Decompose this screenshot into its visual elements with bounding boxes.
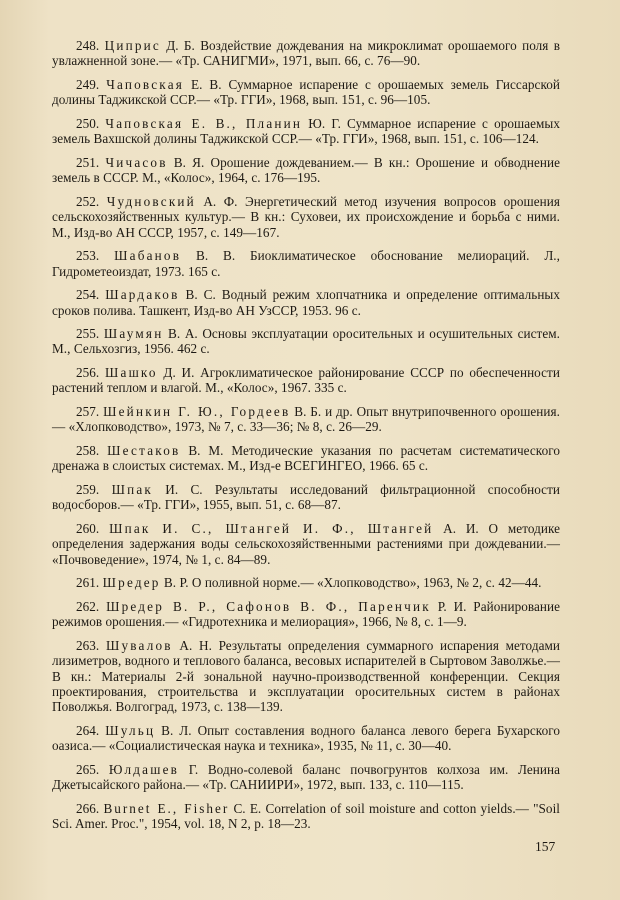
reference-entry	[52, 521, 560, 567]
reference-number: 250.	[76, 115, 100, 131]
reference-number: 261.	[76, 575, 100, 591]
reference-list	[52, 38, 560, 840]
reference-number: 258.	[76, 443, 100, 459]
reference-text: И. С. Результаты исследований фильтрационной способности водосборов.— «Тр. ГГИ», 1955, вып. 51, с. 68—87.	[52, 482, 560, 513]
reference-entry	[52, 482, 560, 513]
reference-author: Чичасов	[105, 154, 168, 170]
reference-author: Шардаков	[105, 287, 180, 303]
reference-entry	[52, 326, 560, 357]
reference-author: Шредер В. Р., Сафонов В. Ф., Паренчик	[106, 599, 431, 615]
reference-text: В. Р. О поливной норме.— «Хлопководство», 1963, № 2, с. 42—44.	[160, 575, 542, 591]
reference-entry	[52, 77, 560, 108]
page-number: 157	[535, 839, 556, 854]
reference-entry	[52, 365, 560, 396]
reference-number: 249.	[76, 76, 100, 92]
reference-number: 263.	[76, 638, 100, 654]
reference-number: 254.	[76, 287, 100, 303]
reference-number: 255.	[76, 326, 100, 342]
reference-text: В. А. Основы эксплуатации оросительных и осушительных систем. М., Сельхозгиз, 1956. 462 с.	[52, 326, 560, 357]
reference-number: 259.	[76, 482, 100, 498]
reference-entry	[52, 723, 560, 754]
reference-author: Шашко	[105, 365, 158, 381]
reference-entry	[52, 575, 560, 590]
reference-entry	[52, 599, 560, 630]
reference-number: 251.	[76, 154, 100, 170]
reference-author: Юлдашев	[108, 761, 180, 777]
reference-number: 257.	[76, 404, 100, 420]
reference-author: Шпак И. С., Штангей И. Ф., Штангей	[109, 521, 434, 537]
reference-author: Шаумян	[103, 326, 164, 342]
reference-text: Е. В. Суммарное испарение с орошаемых земель Гиссарской долины Таджикской ССР.— «Тр. ГГИ», 1968, вып. 151, с. 96—105.	[52, 76, 560, 108]
reference-text: А. И. О методике определения задержания воды сельскохозяйственными растениями при дождевании.— «Почвоведение», 1974, № 1, с. 84—89.	[52, 521, 560, 567]
reference-author: Шульц	[105, 722, 156, 738]
reference-author: Шувалов	[105, 638, 173, 654]
reference-number: 266.	[76, 800, 100, 816]
reference-entry	[52, 762, 560, 793]
reference-author: Шпак	[111, 482, 153, 498]
reference-author: Burnet E., Fisher	[103, 800, 230, 816]
reference-author: Чудновский	[106, 193, 196, 209]
reference-author: Циприс	[104, 38, 161, 53]
reference-text: Д. Б. Воздействие дождевания на микроклимат орошаемого поля в увлажненной зоне.— «Тр. САНИГМИ», 1971, вып. 66, с. 76—90.	[52, 38, 560, 69]
reference-number: 264.	[76, 722, 100, 738]
reference-text: C. E. Correlation of soil moisture and cotton yields.— "Soil Sci. Amer. Proc.", 1954, vol. 18, N 2, p. 18—23.	[52, 800, 560, 832]
reference-text: В. Б. и др. Опыт внутрипочвенного орошения.— «Хлопководство», 1973, № 7, с. 33—36; № 8, с. 26—29.	[52, 404, 560, 435]
reference-text: Р. И. Районирование режимов орошения.— «Гидротехника и мелиорация», 1966, № 8, с. 1—9.	[52, 599, 560, 630]
reference-entry	[52, 194, 560, 240]
reference-number: 252.	[76, 193, 100, 209]
reference-entry	[52, 248, 560, 279]
reference-number: 248.	[76, 38, 100, 53]
reference-text: Д. И. Агроклиматическое районирование СССР по обеспеченности растений теплом и влагой. М., «Колос», 1967. 335 с.	[52, 365, 560, 396]
reference-entry	[52, 443, 560, 474]
reference-entry	[52, 404, 560, 435]
reference-entry	[52, 38, 560, 69]
reference-text: А. Ф. Энергетический метод изучения вопросов орошения сельскохозяйственных культур.— В кн.: Суховеи, их происхождение и борьба с ними. М., Изд-во АН СССР, 1957, с. 149—167.	[52, 193, 560, 240]
reference-author: Чаповская Е. В., Планин	[105, 115, 303, 131]
reference-entry	[52, 287, 560, 318]
reference-entry	[52, 801, 560, 832]
reference-author: Шейнкин Г. Ю., Гордеев	[103, 404, 291, 420]
reference-text: В. В. Биоклиматическое обоснование мелиораций. Л., Гидрометеоиздат, 1973. 165 с.	[52, 248, 561, 279]
reference-text: Ю. Г. Суммарное испарение с орошаемых земель Вахшской долины Таджикской ССР.— «Тр. ГГИ», 1968, вып. 151, с. 106—124.	[52, 115, 560, 147]
reference-number: 262.	[76, 599, 100, 615]
reference-number: 260.	[76, 521, 100, 537]
reference-entry	[52, 638, 560, 714]
reference-text: В. Я. Орошение дождеванием.— В кн.: Орошение и обводнение земель в СССР. М., «Колос», 1964, с. 176—195.	[52, 154, 560, 186]
reference-text: Г. Водно-солевой баланс почвогрунтов колхоза им. Ленина Джетысайского района.— «Тр. САНИИРИ», 1972, вып. 133, с. 110—115.	[52, 761, 560, 793]
reference-text: В. М. Методические указания по расчетам систематического дренажа в слоистых системах. М., Изд-е ВСЕГИНГЕО, 1966. 65 с.	[52, 443, 560, 474]
reference-author: Шестаков	[107, 443, 181, 459]
reference-author: Шабанов	[114, 248, 182, 264]
reference-text: А. Н. Результаты определения суммарного испарения методами лизиметров, водного и теплового баланса, весовых испарителей в Сыртовом Заволжье.— В кн.: Материалы 2-й зональной научно-производственной конференции. Секция проектирования, строительства и эксплуатации оросительных систем в районах Поволжья. Волгоград, 1973, с. 138—139.	[52, 638, 560, 715]
reference-text: В. Л. Опыт составления водного баланса левого берега Бухарского оазиса.— «Социалистическая наука и техника», 1935, № 11, с. 30—40.	[52, 722, 560, 754]
reference-entry	[52, 155, 560, 186]
reference-number: 265.	[76, 761, 100, 777]
reference-number: 256.	[76, 365, 100, 381]
reference-author: Шредер	[102, 575, 161, 591]
reference-text: В. С. Водный режим хлопчатника и определение оптимальных сроков полива. Ташкент, Изд-во АН УзССР, 1953. 96 с.	[52, 287, 560, 318]
reference-author: Чаповская	[106, 76, 185, 92]
reference-entry	[52, 116, 560, 147]
reference-number: 253.	[76, 248, 100, 264]
